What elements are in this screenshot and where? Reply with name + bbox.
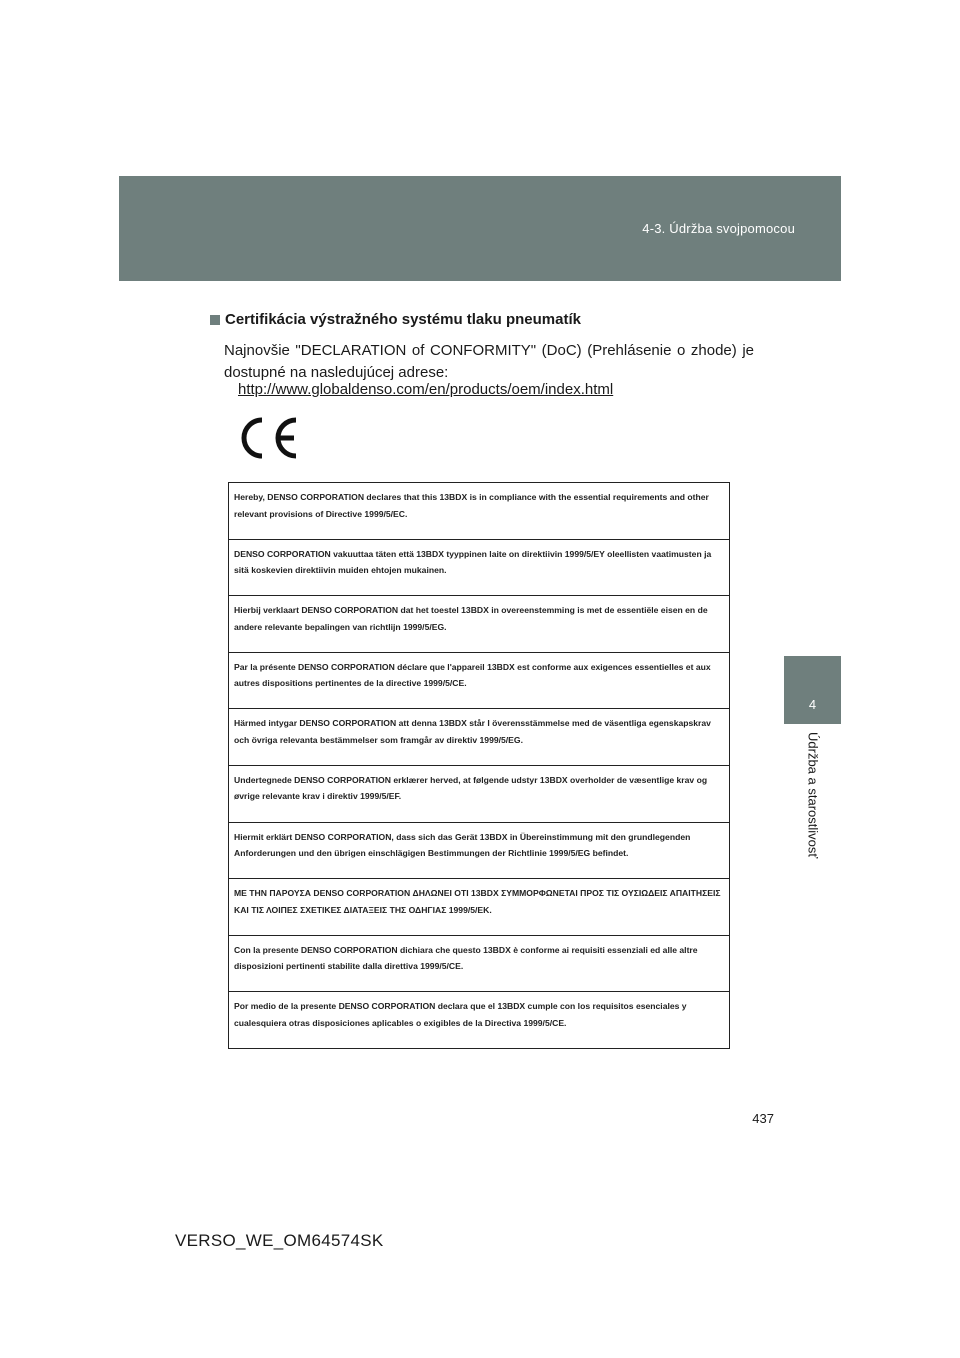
chapter-title: Údržba a starostlivosť <box>805 732 821 859</box>
header-band <box>119 176 841 281</box>
declarations-table <box>228 482 730 1049</box>
document-code: VERSO_WE_OM64574SK <box>175 1231 384 1250</box>
declaration-row: Con la presente DENSO CORPORATION dichiara che questo 13BDX è conforme ai requisiti essenziali ed alle altre disposizioni pertinenti stabilite dalla direttiva 1999/5/CE. <box>229 936 729 993</box>
declaration-row: Hiermit erklärt DENSO CORPORATION, dass sich das Gerät 13BDX in Übereinstimmung mit den grundlegenden Anforderungen und den übrigen einschlägigen Bestimmungen der Richtlinie 1999/5/EG befindet. <box>229 823 729 880</box>
declaration-row: Par la présente DENSO CORPORATION déclare que l'appareil 13BDX est conforme aux exigences essentielles et aux autres dispositions pertinentes de la directive 1999/5/CE. <box>229 653 729 710</box>
declaration-row: Undertegnede DENSO CORPORATION erklærer herved, at følgende udstyr 13BDX overholder de væsentlige krav og øvrige relevante krav i direktiv 1999/5/EF. <box>229 766 729 823</box>
declaration-row: Por medio de la presente DENSO CORPORATION declara que el 13BDX cumple con los requisitos esenciales y cualesquiera otras disposiciones aplicables o exigibles de la Directiva 1999/5/CE. <box>234 1001 687 1028</box>
page-number: 437 <box>752 1111 774 1126</box>
declaration-row: Härmed intygar DENSO CORPORATION att denna 13BDX står I överensstämmelse med de väsentliga egenskapskrav och övriga relevanta bestämmelser som framgår av direktiv 1999/5/EG. <box>229 709 729 766</box>
declaration-row: DENSO CORPORATION vakuuttaa täten että 13BDX tyyppinen laite on direktiivin 1999/5/EY oleellisten vaatimusten ja sitä koskevien direktiivin muiden ehtojen mukainen. <box>229 540 729 597</box>
doc-url-link[interactable]: http://www.globaldenso.com/en/products/oem/index.html <box>238 381 614 398</box>
body-paragraph: Najnovšie "DECLARATION of CONFORMITY" (DoC) (Prehlásenie o zhode) je dostupné na nasledujúcej adrese: <box>224 342 754 381</box>
chapter-tab <box>784 656 841 724</box>
section-label: 4-3. Údržba svojpomocou <box>642 221 795 236</box>
section-heading <box>210 311 750 328</box>
chapter-number: 4 <box>808 697 817 712</box>
declaration-row: Hierbij verklaart DENSO CORPORATION dat het toestel 13BDX in overeenstemming is met de essentiële eisen en de andere relevante bepalingen van richtlijn 1999/5/EG. <box>229 596 729 653</box>
declaration-row: ΜΕ ΤΗΝ ΠΑΡΟΥΣΑ DENSO CORPORATION ΔΗΛΩΝΕΙ ΟΤΙ 13BDX ΣΥΜΜΟΡΦΩΝΕΤΑΙ ΠΡΟΣ ΤΙΣ ΟΥΣΙΩΔΕΙΣ ΑΠΑΙΤΗΣΕΙΣ ΚΑΙ ΤΙΣ ΛΟΙΠΕΣ ΣΧΕΤΙΚΕΣ ΔΙΑΤΑΞΕΙΣ ΤΗΣ ΟΔΗΓΙΑΣ 1999/5/ΕΚ. <box>229 879 729 936</box>
ce-mark-icon <box>234 416 304 460</box>
declaration-row: Hereby, DENSO CORPORATION declares that this 13BDX is in compliance with the essential requirements and other relevant provisions of Directive 1999/5/EC. <box>229 483 729 540</box>
heading-text: Certifikácia výstražného systému tlaku pneumatík <box>225 311 581 328</box>
square-bullet-icon <box>210 315 220 325</box>
content <box>210 311 754 384</box>
